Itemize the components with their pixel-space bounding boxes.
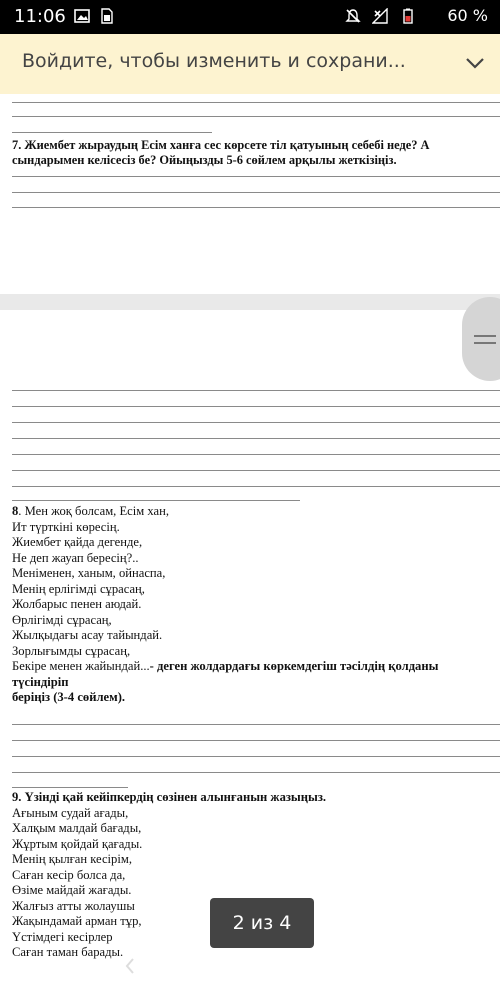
scroll-handle-icon (474, 335, 496, 349)
answer-line (12, 390, 500, 391)
status-time: 11:06 (14, 6, 66, 27)
answer-line (12, 486, 500, 487)
document-page-1 (0, 94, 500, 294)
battery-percent: 60 % (447, 6, 488, 25)
poem-line: Менің ерлігімді сұрасаң, (12, 581, 145, 596)
poem-line: . Мен жоқ болсам, Есім хан, (18, 504, 169, 518)
poem-line: Жақындамай арман тұр, (12, 914, 142, 928)
answer-line (12, 724, 500, 725)
poem-line: Ағыным судай ағады, (12, 805, 129, 820)
poem-line: Менің қылған кесірім, (12, 852, 132, 866)
question-9-title: 9. Үзінді қай кейіпкердің сөзінен алынғанын жазыңыз. (12, 790, 327, 804)
poem-line: Халқым малдай бағады, (12, 821, 142, 835)
question-7-line-2: сындарымен келісесіз бе? Ойыңызды 5-6 сөйлем арқылы жеткізіңіз. (12, 153, 397, 167)
sim-icon (98, 8, 114, 24)
document-page-2 (0, 310, 500, 1000)
answer-line (12, 422, 500, 423)
question-7-line-1: 7. Жиембет жыраудың Есім ханға сес көрсете тіл қатуының себебі неде? А (12, 138, 430, 152)
poem-line: Не деп жауап бересің?.. (12, 550, 139, 565)
poem-line: Үстімдегі кесірлер (12, 929, 113, 944)
mute-icon (345, 8, 361, 24)
answer-line (12, 406, 500, 407)
poem-line: Өрлігімді сұрасаң, (12, 612, 112, 627)
answer-line (12, 454, 500, 455)
answer-line (12, 470, 500, 471)
poem-line: Жолбарыс пенен аюдай. (12, 597, 142, 611)
poem-line: Саған таман барады. (12, 945, 124, 959)
no-signal-icon (372, 8, 388, 24)
poem-line: Жалғыз атты жолаушы (12, 898, 135, 913)
poem-line: Саған кесір болса да, (12, 867, 126, 882)
battery-icon (400, 8, 416, 24)
scroll-handle[interactable] (462, 297, 500, 381)
chevron-down-icon[interactable] (462, 50, 488, 76)
answer-line (12, 102, 500, 103)
image-icon (74, 8, 90, 24)
answer-line-short (12, 787, 128, 788)
poem-line: Меніменен, ханым, ойнаспа, (12, 566, 166, 580)
page-indicator: 2 из 4 (210, 898, 314, 948)
banner-text: Войдите, чтобы изменить и сохрани... (22, 50, 406, 72)
question-8-task-line-2: түсіндіріп (12, 674, 69, 689)
answer-line (12, 740, 500, 741)
answer-line-short (12, 500, 300, 501)
question-8 (12, 504, 438, 706)
back-chevron-icon[interactable] (122, 956, 138, 976)
question-8-task: - деген жолдардағы көркемдегіш тәсілдің қолданы (149, 659, 439, 673)
answer-line (12, 207, 500, 208)
sign-in-banner[interactable] (0, 34, 500, 95)
answer-line (12, 116, 500, 117)
answer-line (12, 192, 500, 193)
answer-line (12, 438, 500, 439)
status-bar (0, 0, 500, 34)
answer-line (12, 772, 500, 773)
poem-line: Ит түрткіні көресің. (12, 519, 120, 534)
poem-line: Зорлығымды сұрасаң, (12, 643, 131, 658)
answer-line (12, 176, 500, 177)
poem-line: Бекіре менен жайындай... (12, 659, 150, 673)
answer-line (12, 756, 500, 757)
question-8-task-line-3: беріңіз (3-4 сөйлем). (12, 690, 126, 704)
page-gap (0, 294, 500, 310)
poem-line: Өзіме майдай жағады. (12, 883, 132, 897)
poem-line: Жиембет қайда дегенде, (12, 535, 143, 549)
answer-line-short (12, 132, 212, 133)
poem-line: Жылқыдағы асау тайындай. (12, 628, 163, 642)
poem-line: Жұртым қойдай қағады. (12, 836, 143, 851)
question-8-number: 8 (12, 504, 19, 518)
